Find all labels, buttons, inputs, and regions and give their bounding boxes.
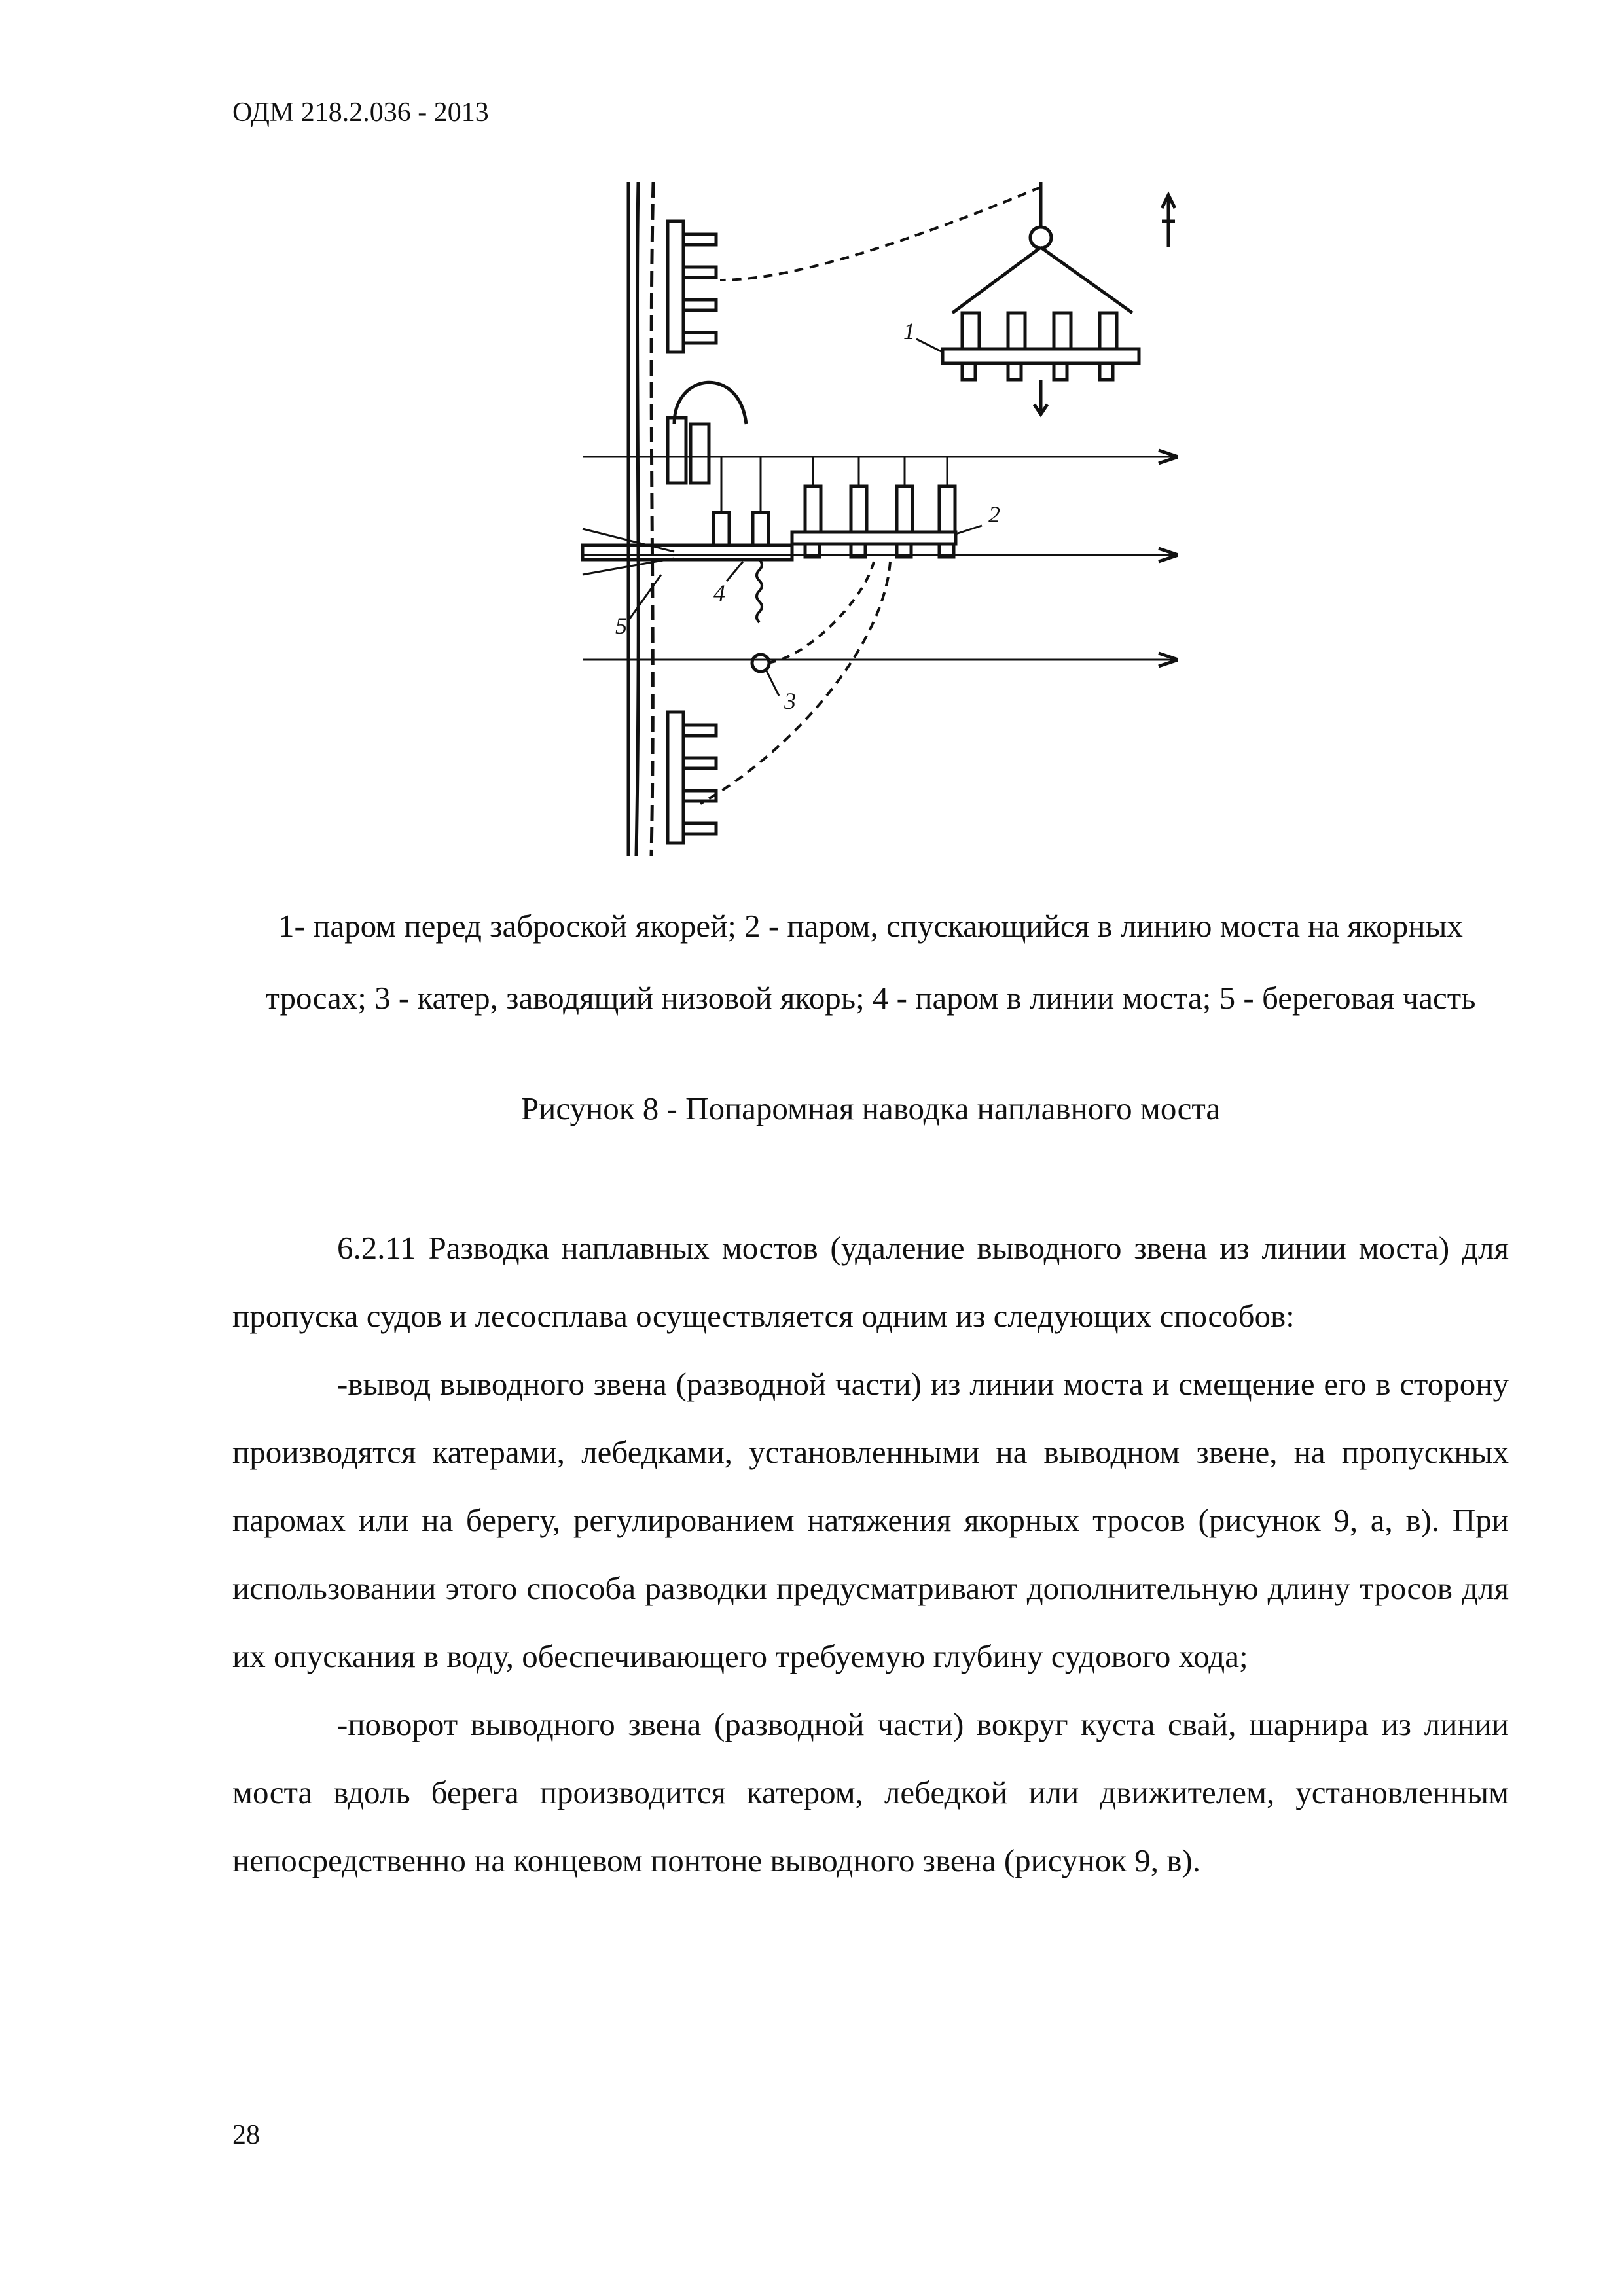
figure-8-diagram	[576, 175, 1178, 856]
paragraph: 6.2.11 Разводка наплавных мостов (удаление выводного звена из линии моста) для пропуска судов и лесосплава осуществляется одним из следующих способов:	[232, 1230, 1509, 1334]
figure-label-3: 3	[784, 688, 796, 714]
paragraph: -поворот выводного звена (разводной части) вокруг куста свай, шарнира из линии моста вдоль берега производится катером, лебедкой или движителем, установленным непосредственно на концевом понтоне выводного звена (рисунок 9, в).	[232, 1706, 1509, 1878]
launch-3	[752, 655, 769, 672]
document-code-header: ОДМ 218.2.036 - 2013	[232, 98, 489, 128]
shoreline-line	[636, 182, 638, 856]
shore-part	[668, 418, 686, 483]
body-text	[232, 1214, 1509, 1895]
page-number: 28	[232, 2120, 260, 2150]
shoreline-line	[651, 182, 653, 856]
moored-pontoons-bottom	[668, 712, 716, 843]
figure-title: Рисунок 8 - Попаромная наводка наплавного моста	[520, 1090, 1221, 1126]
ferry-2	[792, 457, 956, 557]
figure-label-4: 4	[713, 580, 725, 606]
paragraph: -вывод выводного звена (разводной части) из линии моста и смещение его в сторону производятся катерами, лебедками, установленными на выводном звене, на пропускных паромах или на берегу, регулированием натяжения якорных тросов (рисунок 9, а, в). При использовании этого способа разводки предусматривают дополнительную длину тросов для их опускания в воду, обеспечивающего требуемую глубину судового хода;	[232, 1366, 1509, 1674]
moored-pontoons-top	[668, 221, 716, 352]
figure-label-5: 5	[615, 613, 627, 639]
ferry-1	[943, 182, 1139, 414]
figure-label-2: 2	[988, 501, 1000, 528]
figure-caption: 1- паром перед заброской якорей; 2 - паром, спускающийся в линию моста на якорных тросах; 3 - катер, заводящий низовой якорь; 4 - паром в линии моста; 5 - береговая часть	[265, 908, 1476, 1016]
flow-arrow-icon	[1162, 195, 1175, 247]
ferry-bridge-diagram	[576, 175, 1178, 856]
figure-label-1: 1	[903, 318, 915, 344]
